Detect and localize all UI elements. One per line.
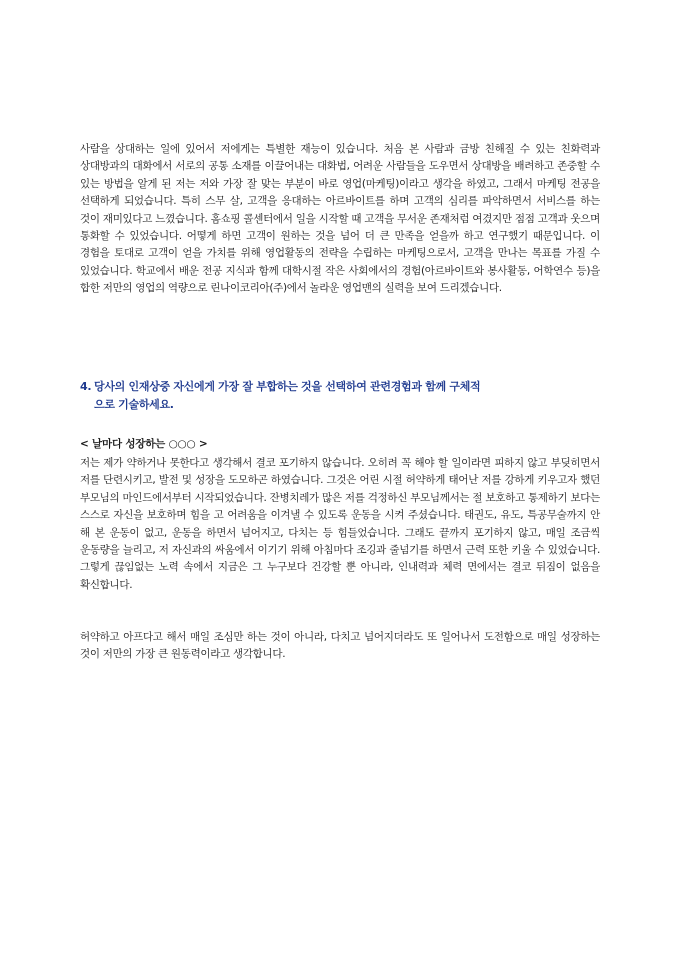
question-heading-line-2: 으로 기술하세요. bbox=[94, 398, 174, 411]
question-heading bbox=[80, 378, 610, 414]
section-subtitle: < 날마다 성장하는 ○○○ > bbox=[80, 438, 208, 450]
question-heading-line-1: 당사의 인재상중 자신에게 가장 잘 부합하는 것을 선택하여 관련경험과 함께 구체적 bbox=[94, 380, 481, 393]
body-paragraph-3: 허약하고 아프다고 해서 매일 조심만 하는 것이 아니라, 다치고 넘어지더라도 또 일어나서 도전함으로 매일 성장하는 것이 저만의 가장 큰 원동력이라고 생각합니다. bbox=[80, 631, 600, 661]
body-paragraph-2: 저는 제가 약하거나 못한다고 생각해서 결코 포기하지 않습니다. 오히려 꼭 해야 할 일이라면 피하지 않고 부딪히면서 저를 단련시키고, 발전 및 성장을 도모하곤 하였습니다. 그것은 어린 시절 허약하게 태어난 저를 강하게 키우고자 했던 부모님의 마인드에서부터 시작되었습니다. 잔병치레가 많은 저를 걱정하신 부모님께서는 절 보호하고 통제하기 보다는 스스로 자신을 보호하며 힘을 고 어려움을 이겨낼 수 있도록 운동을 시켜 주셨습니다. 태권도, 유도, 특공무술까지 안 해 본 운동이 없고, 운동을 하면서 넘어지고, 다치는 등 힘들었습니다. 그래도 끝까지 포기하지 않고, 매일 조금씩 운동량을 늘리고, 저 자신과의 싸움에서 이기기 위해 아침마다 조깅과 줄넘기를 하면서 근력 또한 키울 수 있었습니다. 그렇게 끊임없는 노력 속에서 지금은 그 누구보다 건강할 뿐 아니라, 인내력과 체력 면에서는 결코 뒤짐이 없음을 확신합니다. bbox=[80, 457, 600, 591]
question-number: 4. bbox=[80, 380, 92, 393]
body-paragraph-1: 사람을 상대하는 일에 있어서 저에게는 특별한 재능이 있습니다. 처음 본 사람과 금방 친해질 수 있는 친화력과 상대방과의 대화에서 서로의 공통 소재를 이끌어내는 대화법, 어려운 사람들을 도우면서 상대방을 배려하고 존중할 수 있는 방법을 알게 된 저는 저와 가장 잘 맞는 부분이 바로 영업(마케팅)이라고 생각을 하였고, 그래서 마케팅 전공을 선택하게 되었습니다. 특히 스무 살, 고객을 응대하는 아르바이트를 하며 고객의 심리를 파악하면서 서비스를 하는 것이 재미있다고 느꼈습니다. 홈쇼핑 콜센터에서 일을 시작할 때 고객을 무서운 존재처럼 여겼지만 점점 고객과 웃으며 통화할 수 있었습니다. 어떻게 하면 고객이 원하는 것을 넘어 더 큰 만족을 얻을까 하고 연구했기 때문입니다. 이 경험을 토대로 고객이 얻을 가치를 위해 영업활동의 전략을 수립하는 마케팅으로서, 고객을 만나는 목표를 가질 수 있었습니다. 학교에서 배운 전공 지식과 함께 대학시절 작은 사회에서의 경험(아르바이트와 봉사활동, 어학연수 등)을 합한 저만의 영업의 역량으로 린나이코리아(주)에서 놀라운 영업맨의 실력을 보여 드리겠습니다. bbox=[80, 143, 600, 295]
